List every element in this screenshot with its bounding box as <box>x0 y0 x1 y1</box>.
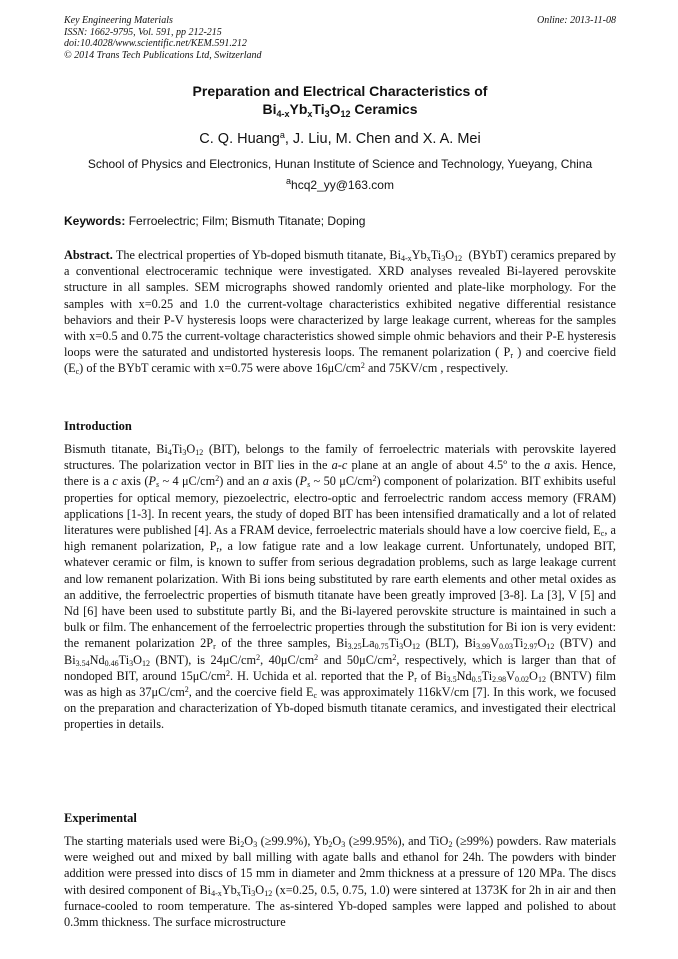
contact-email <box>64 178 616 193</box>
introduction-body: Bismuth titanate, $Bi_4Ti_3O_{12}$ (BIT), belongs to the family of ferroelectric materials with perovskite layered structures. The polarization vector in BIT lies in the a-c plane at an angle of about 4.5º to the a axis. Hence, there is a c axis ($P_s$ ~ 4 $\mu C/cm^2$) and an a axis ($P_s$ ~ 50 $\mu C/cm^2$) component of polarization. BIT exhibits useful properties for optical memory, piezoelectric, electro-optic and ferroelectric random access memory (FRAM) applications [1-3]. In recent years, the study of doped BIT has been intensified dramatically and a lot of related literatures were published [4]. As a FRAM device, ferroelectric materials should have a low coercive field, $E_c$, a high remanent polarization, $P_r$, a low fatigue rate and a low leakage current. Unfortunately, undoped BIT, whatever ceramic or film, is known to suffer from serious degradation problems, such as large leakage current and low remanent polarization. With Bi ions being substituted by rare earth elements and other metal oxides as an additive, the ferroelectric properties of bismuth titanate have been greatly improved [3-8]. La [3], V [5] and Nd [6] have been used to substitute partly Bi, and the Bi-layered perovskite structure is maintained in such a bulk or film. The enhancement of the ferroelectric properties through the substitution for Bi ion is very evident: the remanent polarization $2P_r$ of the three samples, $Bi_{3.25}La_{0.75}Ti_3O_{12}$ (BLT), $Bi_{3.99}V_{0.03}Ti_{2.97}O_{12}$ (BTV) and $Bi_{3.54}Nd_{0.46}Ti_3O_{12}$ (BNT), is $24\mu C/cm^2$, $40\mu C/cm^2$ and $50\mu C/cm^2$, respectively, which is larger than that of nondoped BIT, around $15\mu C/cm^2$. H. Uchida et al. reported that the $P_r$ of $Bi_{3.5}Nd_{0.5}Ti_{2.98}V_{0.02}O_{12}$ (BNTV) film was as high as $37\mu C/cm^2$, and the coercive field $E_c$ was approximately 116kV/cm [7]. In this work, we focused on the preparation and characterization of Yb-doped bismuth titanate ceramics, and investigated their electrical properties in details. <box>64 442 616 732</box>
keywords <box>64 214 616 229</box>
author-first: C. Q. Huang <box>199 131 280 147</box>
author-list <box>64 130 616 148</box>
journal-name: Key Engineering Materials <box>64 15 173 26</box>
abstract-label: Abstract. <box>64 248 113 262</box>
title-line-2: $Bi_{4-x}Yb_xTi_3O_{12}$ Ceramics <box>262 101 418 119</box>
affiliation: School of Physics and Electronics, Hunan Institute of Science and Technology, Yueyang, China <box>87 157 593 171</box>
abstract <box>64 247 616 377</box>
experimental-body: The starting materials used were $Bi_2O_3$ (≥99.9%), $Yb_2O_3$ (≥99.95%), and TiO$_2$ (≥99%) powders. Raw materials were weighed out and mixed by ball milling with agate balls and ethanol for 24h. The powders with binder addition were pressed into discs of 15 mm in diameter and 2mm thickness at a pressure of 120 MPa. The discs with desired component of $Bi_{4-x}Yb_xTi_3O_{12}$ (x=0.25, 0.5, 0.75, 1.0) were sintered at 1373K for 2h in air and then furnace-cooled to room temperature. The as-sintered Yb-doped samples were lapped and polished to about 0.3mm thickness. The surface microstructure <box>64 834 616 930</box>
email-address[interactable]: hcq2_yy@163.com <box>291 178 394 192</box>
journal-copyright: © 2014 Trans Tech Publications Ltd, Switzerland <box>64 49 262 61</box>
keywords-text: Ferroelectric; Film; Bismuth Titanate; Doping <box>125 214 366 228</box>
online-date: Online: 2013-11-08 <box>537 15 616 26</box>
journal-issn: ISSN: 1662-9795, Vol. 591, pp 212-215 <box>64 26 222 38</box>
abstract-text: The electrical properties of Yb-doped bismuth titanate, $Bi_{4-x}Yb_xTi_3O_{12}$ (BYbT) ceramics prepared by a conventional electroceramic technique were investigated. XRD analyses revealed Bi-layered perovskite structure in all samples. SEM micrographs showed randomly oriented and plate-like morphology. For the samples with x=0.25 and 1.0 the current-voltage characteristics exhibited negative differential resistance behaviors and their P-V hysteresis loops were characterized by large leakage current, whereas for the samples with x=0.5 and 0.75 the current-voltage characteristics showed simple ohmic behaviors and their P-E hysteresis loops were the saturated and undistorted hysteresis loops. The remanent polarization ( $P_r$ ) and coercive field $(E_c)$ of the BYbT ceramic with x=0.75 were above $16\mu C/cm^2$ and 75KV/cm , respectively. <box>64 248 616 377</box>
experimental-heading: Experimental <box>64 811 137 825</box>
title-line-1: Preparation and Electrical Characteristics of <box>192 83 488 99</box>
introduction-heading: Introduction <box>64 419 132 433</box>
keywords-label: Keywords: <box>64 214 126 228</box>
paper-title <box>64 82 616 118</box>
author-rest: , J. Liu, M. Chen and X. A. Mei <box>284 131 481 147</box>
journal-doi: doi:10.4028/www.scientific.net/KEM.591.212 <box>64 38 247 50</box>
email-mark: a <box>286 176 292 186</box>
affiliation-mark: a <box>279 130 285 140</box>
journal-header <box>64 15 616 61</box>
